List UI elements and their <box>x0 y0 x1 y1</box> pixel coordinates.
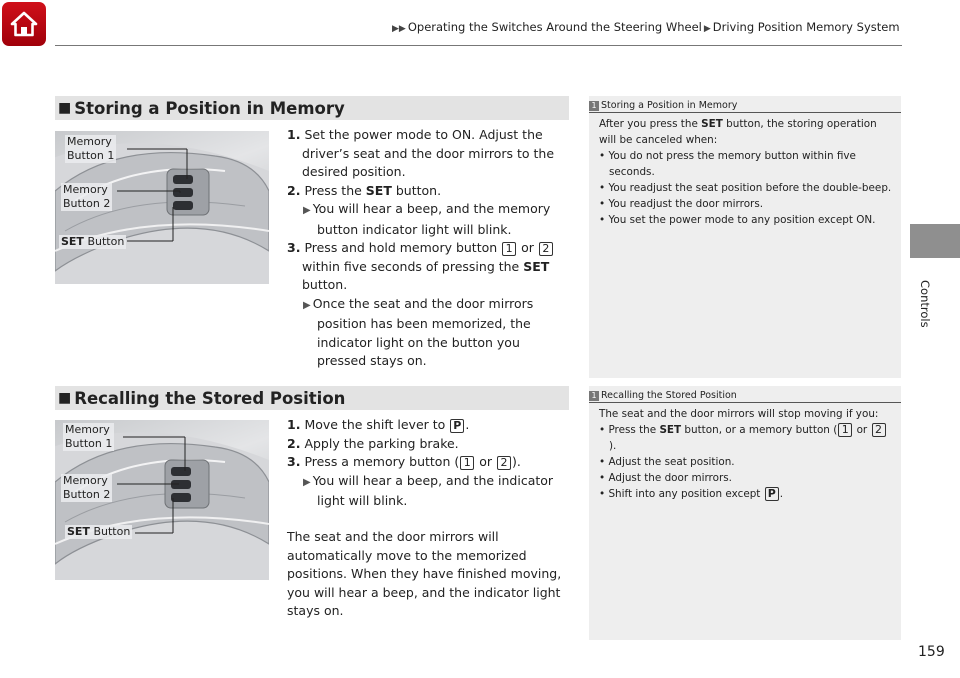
square-bullet-icon: ■ <box>58 100 72 116</box>
note-header: 1 Recalling the Stored Position <box>589 386 901 403</box>
memory-key-2: 2 <box>872 423 886 437</box>
step-result: ▶ You will hear a beep, and the memory button indicator light will blink. <box>303 201 551 237</box>
note-bullet: • Adjust the seat position. <box>599 456 735 468</box>
section-heading-storing: ■ Storing a Position in Memory <box>55 96 569 120</box>
memory-key-1: 1 <box>838 423 852 437</box>
callout-memory-button-1: Memory Button 1 <box>65 423 113 450</box>
step-item: 2. Press the SET button. <box>287 182 442 198</box>
step-item: 2. Apply the parking brake. <box>287 435 459 451</box>
callout-memory-button-2: Memory Button 2 <box>63 474 111 501</box>
note-bullet: • You readjust the door mirrors. <box>599 198 764 210</box>
result-arrow-icon: ▶ <box>303 476 311 488</box>
note-header: 1 Storing a Position in Memory <box>589 96 901 113</box>
square-bullet-icon: ■ <box>58 390 72 406</box>
recalling-steps <box>287 416 569 511</box>
memory-key-2: 2 <box>497 456 511 470</box>
park-key: P <box>450 419 464 433</box>
step-item: 1. Set the power mode to ON. Adjust the driver’s seat and the door mirrors to the desired position. <box>287 127 555 179</box>
memory-key-1: 1 <box>502 242 516 256</box>
memory-key-1: 1 <box>460 456 474 470</box>
section-heading-recalling: ■ Recalling the Stored Position <box>55 386 569 410</box>
note-bullet: • Adjust the door mirrors. <box>599 472 732 484</box>
chapter-tab[interactable] <box>910 224 960 258</box>
note-bullet: • You set the power mode to any position except ON. <box>599 214 876 226</box>
breadcrumb <box>390 20 900 34</box>
breadcrumb-link-switches[interactable]: Operating the Switches Around the Steering Wheel <box>407 20 702 34</box>
step-item: 3. Press and hold memory button 1 or 2 within five seconds of pressing the SET button. <box>287 239 569 295</box>
step-item: 1. Move the shift lever to P . <box>287 417 470 432</box>
note-marker-icon: 1 <box>589 101 599 111</box>
callout-set-button: SET Button <box>61 235 125 248</box>
note-panel-storing <box>589 96 901 378</box>
park-key: P <box>765 487 779 501</box>
home-icon <box>9 10 39 38</box>
chapter-label[interactable]: Controls <box>918 280 932 328</box>
result-arrow-icon: ▶ <box>303 299 311 311</box>
note-intro: The seat and the door mirrors will stop moving if you: <box>599 408 879 420</box>
note-bullet: • You readjust the seat position before the double-beep. <box>599 182 892 194</box>
note-bullet: • Shift into any position except P . <box>599 487 784 500</box>
memory-key-2: 2 <box>539 242 553 256</box>
page-number: 159 <box>918 644 945 660</box>
storing-figure <box>55 131 269 284</box>
note-bullet: • Press the SET button, or a memory button ( 1 or 2). <box>599 422 893 454</box>
step-item: 3. Press a memory button ( 1 or 2 ). <box>287 454 521 469</box>
note-bullet: • You do not press the memory button within five seconds. <box>599 150 856 178</box>
header-divider <box>55 45 902 46</box>
step-result: ▶ Once the seat and the door mirrors position has been memorized, the indicator light on the button you pressed stays on. <box>303 295 534 368</box>
result-arrow-icon: ▶ <box>303 205 311 216</box>
breadcrumb-arrow-icon: ▶▶ <box>392 24 406 34</box>
breadcrumb-arrow-icon: ▶ <box>703 24 711 34</box>
breadcrumb-current: Driving Position Memory System <box>712 20 900 34</box>
note-intro: After you press the SET button, the storing operation will be canceled when: <box>599 118 877 146</box>
note-panel-recalling <box>589 386 901 640</box>
callout-memory-button-2: Memory Button 2 <box>63 183 111 210</box>
callout-set-button: SET Button <box>67 525 131 538</box>
step-result: ▶ You will hear a beep, and the indicator light will blink. <box>303 472 554 508</box>
callout-memory-button-1: Memory Button 1 <box>67 135 115 162</box>
recalling-paragraph: The seat and the door mirrors will automatically move to the memorized positions. When they have finished moving, you will hear a beep, and the indicator light stays on. <box>287 529 562 618</box>
recalling-figure <box>55 420 269 580</box>
storing-steps <box>287 126 569 371</box>
home-button[interactable] <box>2 2 46 46</box>
note-marker-icon: 1 <box>589 391 599 401</box>
